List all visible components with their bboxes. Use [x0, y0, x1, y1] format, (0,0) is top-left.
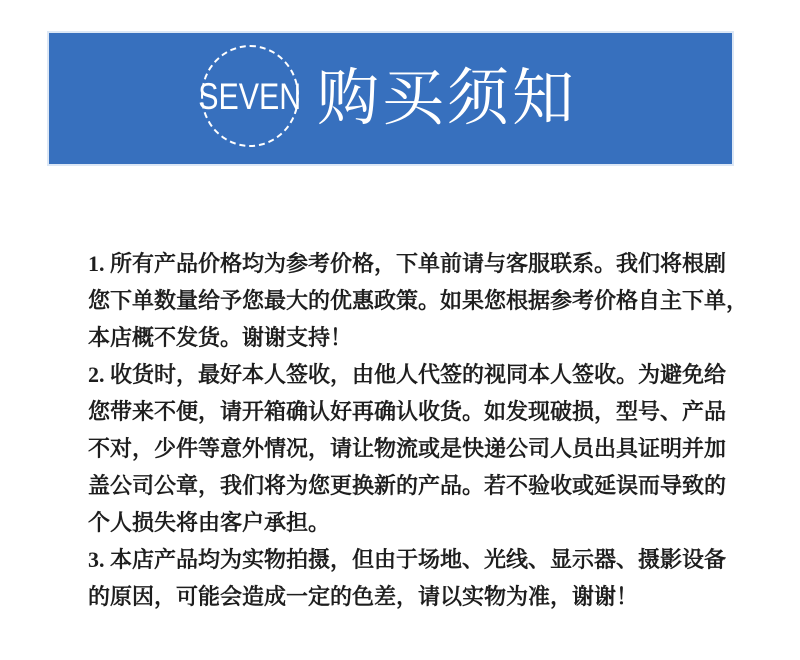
seven-brand-badge [198, 45, 302, 147]
purchase-notice-banner [49, 33, 732, 164]
notice-line: 1. 所有产品价格均为参考价格，下单前请与客服联系。我们将根剧 [88, 251, 727, 276]
notice-paragraph [88, 356, 748, 541]
notice-line: 本店概不发货。谢谢支持！ [88, 325, 353, 350]
notice-line: 个人损失将由客户承担。 [88, 510, 331, 535]
notice-line: 的原因，可能会造成一定的色差，请以实物为准，谢谢！ [88, 584, 639, 609]
purchase-notice-text [88, 245, 748, 615]
notice-line: 您下单数量给予您最大的优惠政策。如果您根据参考价格自主下单， [88, 288, 749, 313]
brand-name: SEVEN [198, 75, 302, 117]
notice-line: 3. 本店产品均为实物拍摄，但由于场地、光线、显示器、摄影设备 [88, 547, 727, 572]
notice-line: 不对，少件等意外情况，请让物流或是快递公司人员出具证明并加 [88, 436, 727, 461]
notice-line: 盖公司公章，我们将为您更换新的产品。若不验收或延误而导致的 [88, 473, 727, 498]
notice-line: 2. 收货时，最好本人签收，由他人代签的视同本人签收。为避免给 [88, 362, 727, 387]
banner-title: 购买须知 [317, 64, 578, 133]
notice-paragraph [88, 541, 748, 615]
notice-line: 您带来不便，请开箱确认好再确认收货。如发现破损，型号、产品 [88, 399, 727, 424]
notice-paragraph [88, 245, 748, 356]
